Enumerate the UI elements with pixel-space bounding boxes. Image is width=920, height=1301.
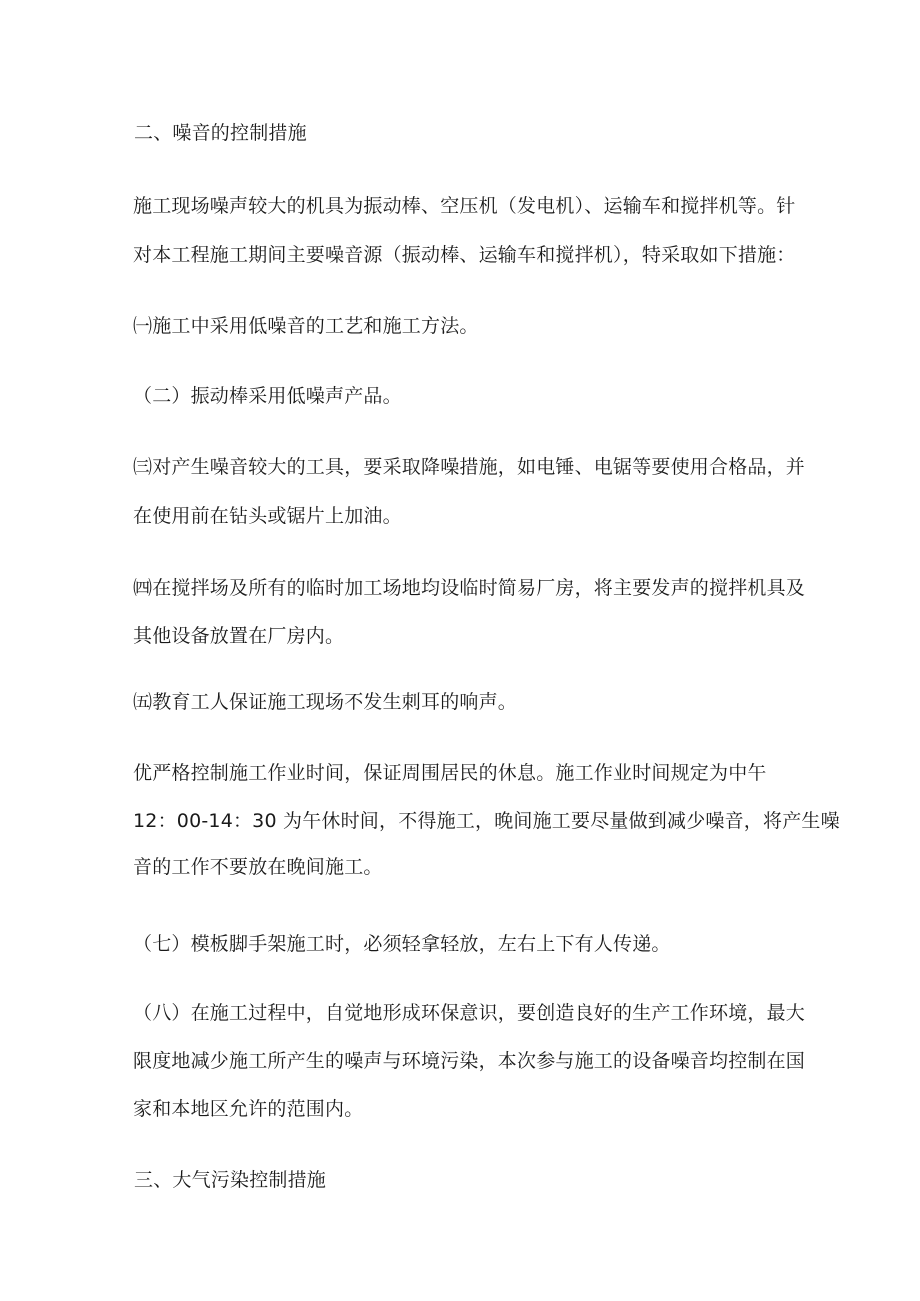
measure-4-line-1: ㈣在搅拌场及所有的临时加工场地均设临时简易厂房，将主要发声的搅拌机具及 — [133, 577, 806, 599]
measure-7: （七）模板脚手架施工时，必须轻拿轻放，左右上下有人传递。 — [133, 933, 671, 955]
measure-5: ㈤教育工人保证施工现场不发生刺耳的响声。 — [133, 691, 518, 713]
measure-1: ㈠施工中采用低噪音的工艺和施工方法。 — [133, 315, 479, 337]
measure-6-line-2: 12：00-14：30 为午休时间，不得施工，晚间施工要尽量做到减少噪音，将产生噪 — [133, 810, 840, 832]
measure-2: （二）振动棒采用低噪声产品。 — [133, 385, 402, 407]
measure-8-line-1: （八）在施工过程中，自觉地形成环保意识，要创造良好的生产工作环境，最大 — [133, 1002, 806, 1024]
measure-4-line-2: 其他设备放置在厂房内。 — [133, 625, 345, 647]
intro-line-1: 施工现场噪声较大的机具为振动棒、空压机（发电机）、运输车和搅拌机等。针 — [133, 195, 796, 217]
intro-line-2: 对本工程施工期间主要噪音源（振动棒、运输车和搅拌机），特采取如下措施： — [133, 244, 796, 266]
measure-6-line-3: 音的工作不要放在晚间施工。 — [133, 856, 383, 878]
measure-8-line-3: 家和本地区允许的范围内。 — [133, 1098, 364, 1120]
section-heading-noise-control: 二、噪音的控制措施 — [134, 122, 307, 144]
section-heading-air-pollution: 三、大气污染控制措施 — [134, 1169, 327, 1191]
measure-3-line-1: ㈢对产生噪音较大的工具，要采取降噪措施，如电锤、电锯等要使用合格品，并 — [133, 456, 806, 478]
measure-3-line-2: 在使用前在钻头或锯片上加油。 — [133, 505, 402, 527]
measure-8-line-2: 限度地减少施工所产生的噪声与环境污染，本次参与施工的设备噪音均控制在国 — [133, 1050, 806, 1072]
measure-6-line-1: 优严格控制施工作业时间，保证周围居民的休息。施工作业时间规定为中午 — [133, 762, 767, 784]
